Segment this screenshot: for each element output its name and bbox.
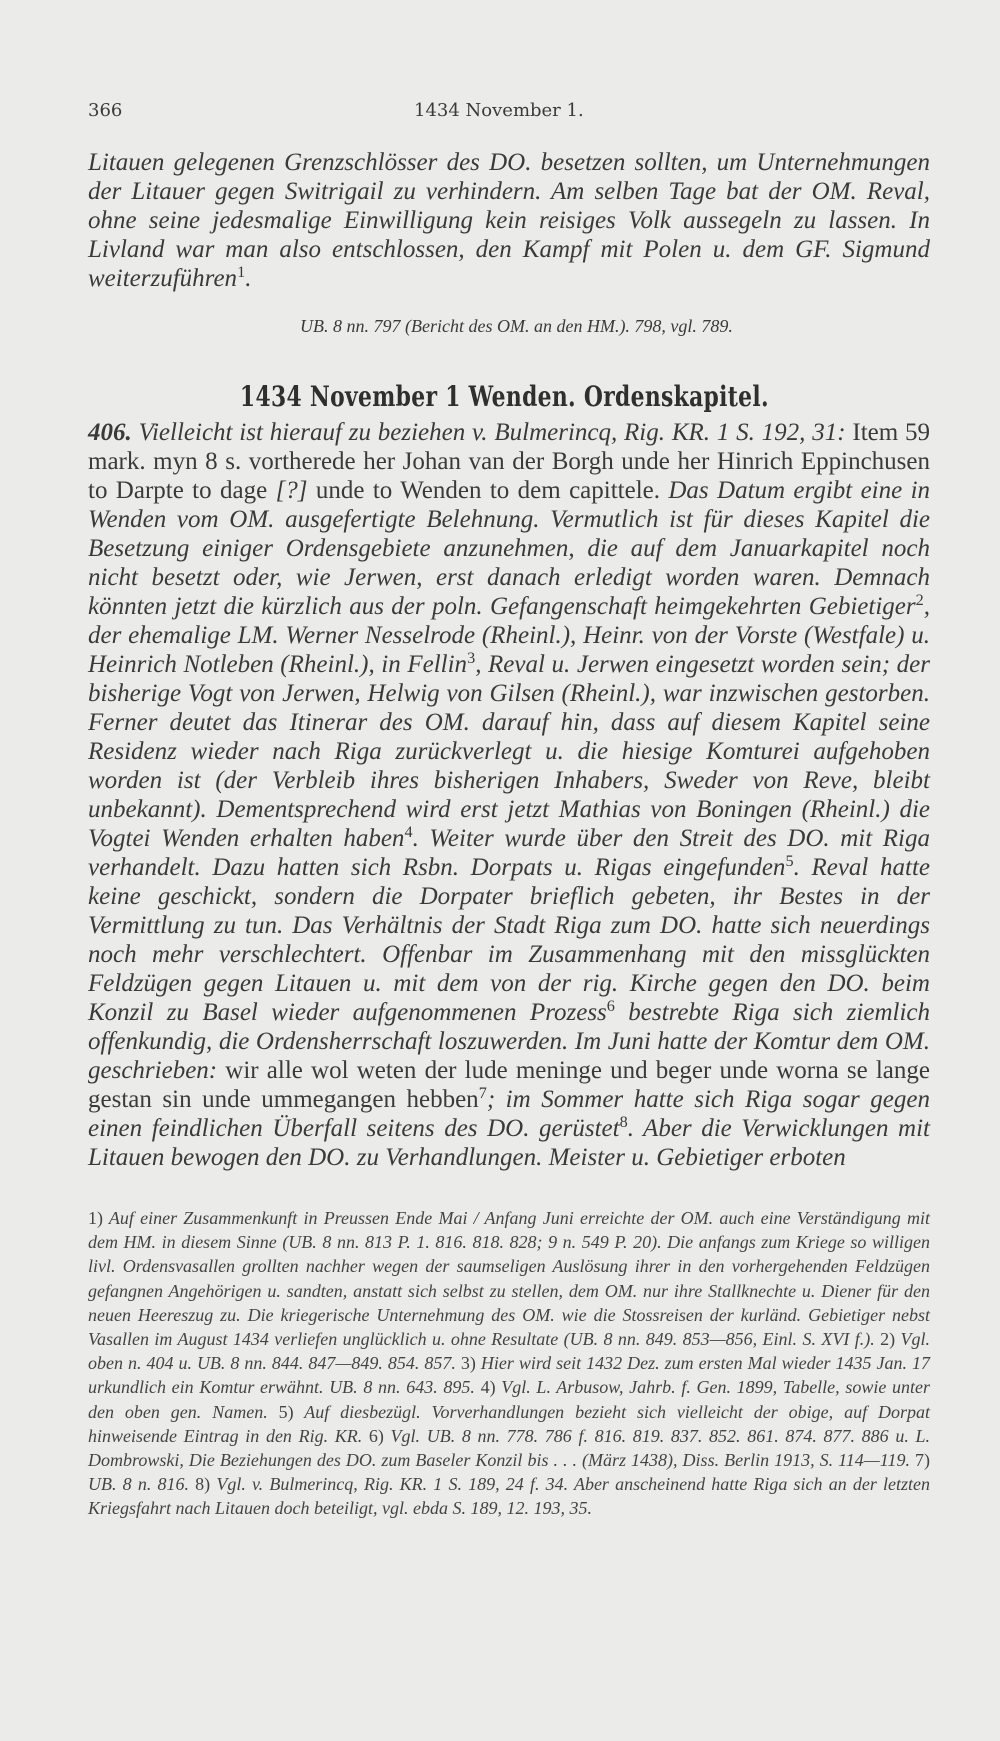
- intro-text: Litauen gelegenen Grenzschlösser des DO. besetzen sollten, um Unternehmungen der Litauer gegen Switrigail zu verhindern. Am selben Tage bat der OM. Reval, ohne seine jedesmalige Einwilligung kein reisiges Volk aussegeln zu lassen. In Livland war man also entschlossen, den Kampf mit Polen u. dem GF. Sigmund weiterzuführen: [88, 149, 930, 292]
- entry-text: , der ehemalige LM. Werner Nesselrode (Rheinl.), Heinr. von der Vorste (Westfale) u. Heinrich Notleben (Rheinl.), in Fellin: [88, 593, 930, 678]
- entry-number: 406.: [88, 419, 132, 446]
- footnote-ref: 7: [478, 1084, 487, 1103]
- footnote-3: Hier wird seit 1432 Dez. zum ersten Mal wieder 1435 Jan. 17 urkundlich ein Komtur erwähnt. UB. 8 nn. 643. 895.: [88, 1353, 931, 1398]
- footnotes: [88, 1206, 930, 1521]
- footnote-5: Auf diesbezügl. Vorverhandlungen bezieht sich vielleicht der obige, auf Dorpat hinweisende Eintrag in den Rig. KR.: [88, 1401, 930, 1446]
- entry-paragraph: [88, 418, 930, 1172]
- footnote-marker: 3): [460, 1353, 476, 1374]
- footnote-7: UB. 8 n. 816.: [88, 1474, 189, 1495]
- entry-title: 1434 November 1 Wenden. Ordenskapitel.: [239, 380, 769, 413]
- entry-lead: Vielleicht ist hierauf zu beziehen v. Bulmerincq, Rig. KR. 1 S. 192, 31:: [138, 419, 846, 446]
- intro-paragraph: Litauen gelegenen Grenzschlösser des DO. besetzen sollten, um Unternehmungen der Litauer gegen Switrigail zu verhindern. Am selben Tage bat der OM. Reval, ohne seine jedesmalige Einwilligung kein reisiges Volk aussegeln zu lassen. In Livland war man also entschlossen, den Kampf mit Polen u. dem GF. Sigmund weiterzuführen$^1$.: [88, 149, 930, 292]
- footnote-ref: 4: [404, 823, 413, 842]
- footnote-6: Vgl. UB. 8 nn. 778. 786 f. 816. 819. 837. 852. 861. 874. 877. 886 u. L. Dombrowski, Die Beziehungen des DO. zum Baseler Konzil bis . . . (März 1438), Diss. Berlin 1913, S. 114—119.: [88, 1425, 930, 1471]
- entry-text: bestrebte Riga sich ziemlich offenkundig, die Ordensherrschaft loszuwerden. Im Juni hatte der Komtur dem OM. geschrieben:: [88, 999, 930, 1084]
- footnote-marker: 6): [368, 1425, 384, 1446]
- entry-text: ; im Sommer hatte sich Riga sogar gegen einen feindlichen Überfall seitens des DO. gerüstet: [88, 1086, 930, 1142]
- footnote-ref: 8: [619, 1113, 628, 1132]
- footnote-ref: 2: [915, 591, 924, 610]
- footnote-ref: 1: [237, 263, 246, 282]
- header-date: 1434 November 1.: [414, 100, 584, 121]
- entry-text: . Reval hatte keine geschickt, sondern die Dorpater brieflich gebeten, ihr Bestes in der Vermittlung zu tun. Das Verhältnis der Stadt Riga zum DO. hatte sich neuerdings noch mehr verschlechtert. Offenbar im Zusammenhang mit den missglückten Feldzügen gegen Litauen u. mit dem von der rig. Kirche gegen den DO. beim Konzil zu Basel wieder aufgenommenen Prozess: [88, 854, 930, 1026]
- entry-text: . Aber die Verwicklungen mit Litauen bewogen den DO. zu Verhandlungen. Meister u. Gebietiger erboten: [88, 1115, 930, 1171]
- footnote-ref: 6: [606, 997, 615, 1016]
- quote-source-2: wir alle wol weten der lude meninge und beger unde worna se lange gestan sin unde ummegangen hebben: [88, 1057, 931, 1113]
- footnote-marker: 1): [88, 1208, 103, 1228]
- entry-text: , Reval u. Jerwen eingesetzt worden sein; der bisherige Vogt von Jerwen, Helwig von Gilsen (Rheinl.), war inzwischen gestorben. Ferner deutet das Itinerar des OM. darauf hin, dass auf diesem Kapitel seine Residenz wieder nach Riga zurückverlegt u. die hiesige Komturei aufgehoben worden ist (der Verbleib ihres bisherigen Inhabers, Sweder von Reve, bleibt unbekannt). Dementsprechend wird erst jetzt Mathias von Boningen (Rheinl.) die Vogtei Wenden erhalten haben: [88, 651, 931, 852]
- footnote-8: Vgl. v. Bulmerincq, Rig. KR. 1 S. 189, 24 f. 34. Aber anscheinend hatte Riga sich an der letzten Kriegsfahrt nach Litauen doch beteiligt, vgl. ebda S. 189, 12. 193, 35.: [88, 1474, 931, 1519]
- entry-text: . Weiter wurde über den Streit des DO. mit Riga verhandelt. Dazu hatten sich Rsbn. Dorpats u. Rigas eingefunden: [88, 825, 931, 881]
- footnote-4: Vgl. L. Arbusow, Jahrb. f. Gen. 1899, Tabelle, sowie unter den oben gen. Namen.: [88, 1377, 931, 1422]
- quote-source-1: Item 59 mark. myn 8 s. vortherede her Johan van der Borgh unde her Hinrich Eppinchusen to Darpte to dage: [88, 419, 930, 504]
- quote-source-1-end: unde to Wenden to dem capittele.: [315, 477, 660, 504]
- footnote-marker: 7): [915, 1450, 931, 1471]
- footnote-ref: 5: [785, 852, 794, 871]
- footnote-marker: 2): [880, 1329, 896, 1350]
- page-number: 366: [88, 100, 123, 121]
- footnote-2: Vgl. oben n. 404 u. UB. 8 nn. 844. 847—849. 854. 857.: [88, 1329, 931, 1374]
- footnote-ref: 3: [467, 649, 476, 668]
- quote-note: [?]: [275, 477, 308, 504]
- source-citation: UB. 8 nn. 797 (Bericht des OM. an den HM.). 798, vgl. 789.: [300, 316, 733, 336]
- entry-text: Das Datum ergibt eine in Wenden vom OM. ausgefertigte Belehnung. Vermutlich ist für dieses Kapitel die Besetzung einiger Ordensgebiete anzunehmen, die auf dem Januarkapitel noch nicht besetzt oder, wie Jerwen, erst danach erledigt worden waren. Demnach könnten jetzt die kürzlich aus der poln. Gefangenschaft heimgekehrten Gebietiger: [88, 477, 931, 620]
- footnote-1: Auf einer Zusammenkunft in Preussen Ende Mai / Anfang Juni erreichte der OM. auch eine Verständigung mit dem HM. in diesem Sinne (UB. 8 nn. 813 P. 1. 816. 818. 828; 9 n. 549 P. 20). Die anfangs zum Kriege so willigen livl. Ordensvasallen grollten nachher wegen der saumseligen Auslösung ihrer in den vorhergehenden Feldzügen gefangnen Angehörigen u. sandten, anstatt sich selbst zu stellen, dem OM. nur ihre Stallknechte u. Diener für den neuen Heereszug zu. Die kriegerische Unternehmung des OM. wie die Stossreisen der kurländ. Gebietiger nebst Vasallen im August 1434 verliefen unglücklich u. ohne Resultate (UB. 8 nn. 849. 853—856, Einl. S. XVI f.).: [88, 1208, 930, 1350]
- footnote-marker: 5): [278, 1401, 294, 1422]
- footnote-marker: 4): [480, 1377, 496, 1398]
- footnote-marker: 8): [195, 1474, 211, 1495]
